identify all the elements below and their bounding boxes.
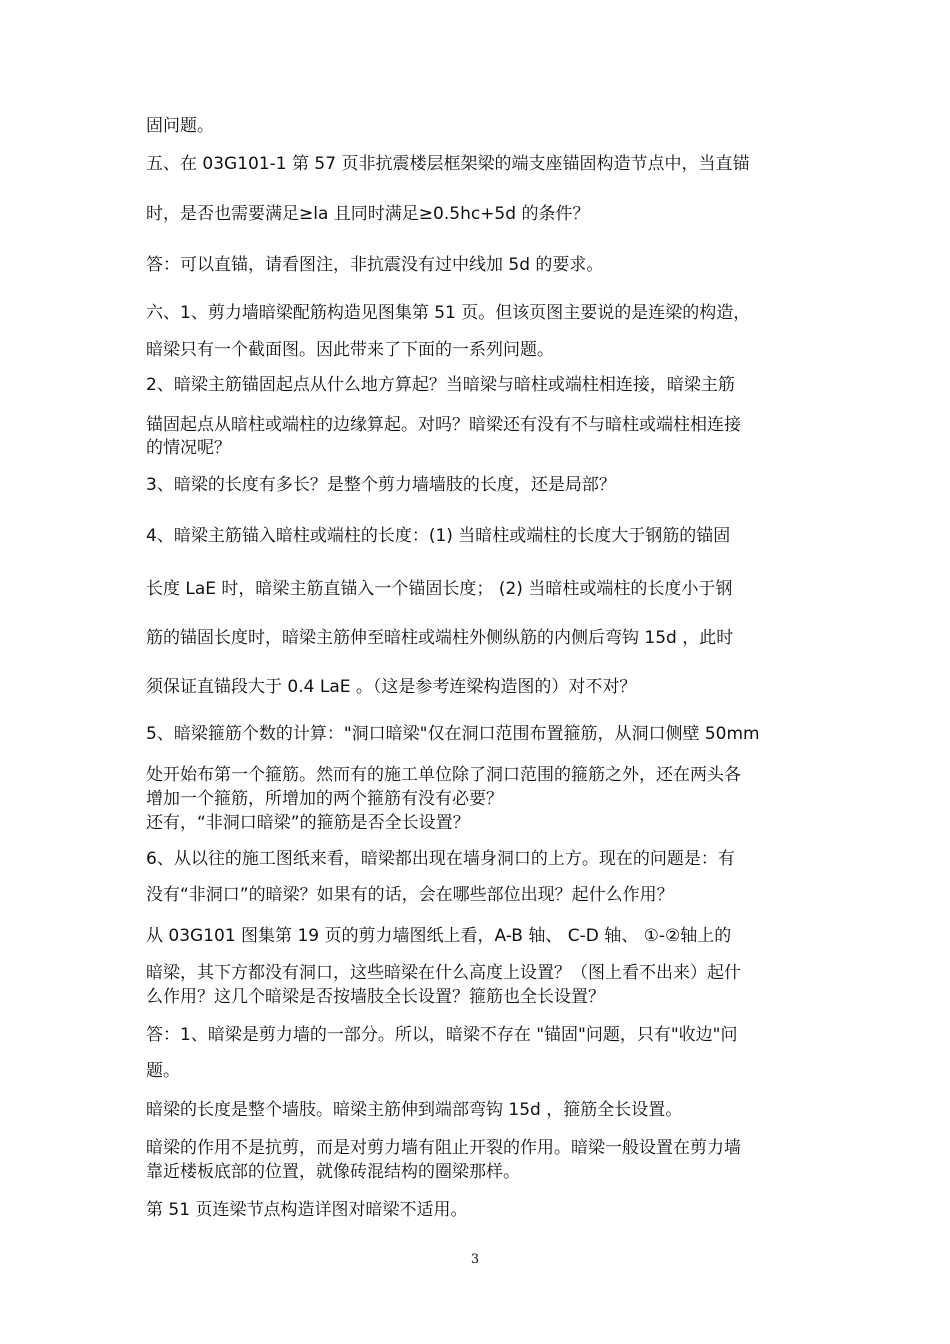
text-line: 答：1、暗梁是剪力墙的一部分。所以，暗梁不存在 "锚固"问题，只有"收边"问 bbox=[146, 1025, 738, 1045]
text-line: 2、暗梁主筋锚固起点从什么地方算起？当暗梁与暗柱或端柱相连接，暗梁主筋 bbox=[146, 375, 735, 395]
text-line: 暗梁的长度是整个墙肢。暗梁主筋伸到端部弯钩 15d ，箍筋全长设置。 bbox=[146, 1100, 683, 1120]
text-line: 固问题。 bbox=[146, 116, 214, 136]
text-line: 么作用？这几个暗梁是否按墙肢全长设置？箍筋也全长设置？ bbox=[146, 987, 605, 1007]
text-line: 还有，“非洞口暗梁”的箍筋是否全长设置？ bbox=[146, 813, 470, 833]
text-line: 题。 bbox=[146, 1061, 180, 1081]
text-line: 5、暗梁箍筋个数的计算："洞口暗梁"仅在洞口范围布置箍筋，从洞口侧壁 50mm bbox=[146, 724, 760, 744]
text-line: 六、1、剪力墙暗梁配筋构造见图集第 51 页。但该页图主要说的是连梁的构造， bbox=[146, 303, 751, 323]
text-line: 的情况呢？ bbox=[146, 438, 231, 458]
text-line: 暗梁的作用不是抗剪，而是对剪力墙有阻止开裂的作用。暗梁一般设置在剪力墙 bbox=[146, 1138, 741, 1158]
text-line: 五、在 03G101-1 第 57 页非抗震楼层框架梁的端支座锚固构造节点中，当直锚 bbox=[146, 154, 750, 174]
text-line: 没有“非洞口”的暗梁？如果有的话，会在哪些部位出现？起什么作用？ bbox=[146, 885, 674, 905]
text-line: 长度 LaE 时，暗梁主筋直锚入一个锚固长度； (2) 当暗柱或端柱的长度小于钢 bbox=[146, 579, 733, 599]
text-line: 筋的锚固长度时，暗梁主筋伸至暗柱或端柱外侧纵筋的内侧后弯钩 15d ，此时 bbox=[146, 628, 734, 648]
text-line: 须保证直锚段大于 0.4 LaE 。（这是参考连梁构造图的）对不对？ bbox=[146, 677, 637, 697]
text-line: 靠近楼板底部的位置，就像砖混结构的圈梁那样。 bbox=[146, 1162, 520, 1182]
text-line: 时，是否也需要满足≥la 且同时满足≥0.5hc+5d 的条件？ bbox=[146, 204, 590, 224]
text-line: 6、从以往的施工图纸来看，暗梁都出现在墙身洞口的上方。现在的问题是：有 bbox=[146, 849, 735, 869]
text-line: 暗梁只有一个截面图。因此带来了下面的一系列问题。 bbox=[146, 340, 554, 360]
text-line: 锚固起点从暗柱或端柱的边缘算起。对吗？暗梁还有没有不与暗柱或端柱相连接 bbox=[146, 415, 741, 435]
text-line: 增加一个箍筋，所增加的两个箍筋有没有必要？ bbox=[146, 789, 503, 809]
text-line: 从 03G101 图集第 19 页的剪力墙图纸上看，A-B 轴、 C-D 轴、 ①-②轴上的 bbox=[146, 926, 732, 946]
page-number: 3 bbox=[470, 1252, 480, 1267]
text-line: 暗梁，其下方都没有洞口，这些暗梁在什么高度上设置？（图上看不出来）起什 bbox=[146, 963, 741, 983]
text-line: 处开始布第一个箍筋。然而有的施工单位除了洞口范围的箍筋之外，还在两头各 bbox=[146, 765, 741, 785]
text-line: 4、暗梁主筋锚入暗柱或端柱的长度：(1) 当暗柱或端柱的长度大于钢筋的锚固 bbox=[146, 526, 731, 546]
text-line: 答：可以直锚，请看图注，非抗震没有过中线加 5d 的要求。 bbox=[146, 255, 604, 275]
text-line: 3、暗梁的长度有多长？是整个剪力墙墙肢的长度，还是局部？ bbox=[146, 475, 616, 495]
text-line: 第 51 页连梁节点构造详图对暗梁不适用。 bbox=[146, 1200, 468, 1220]
